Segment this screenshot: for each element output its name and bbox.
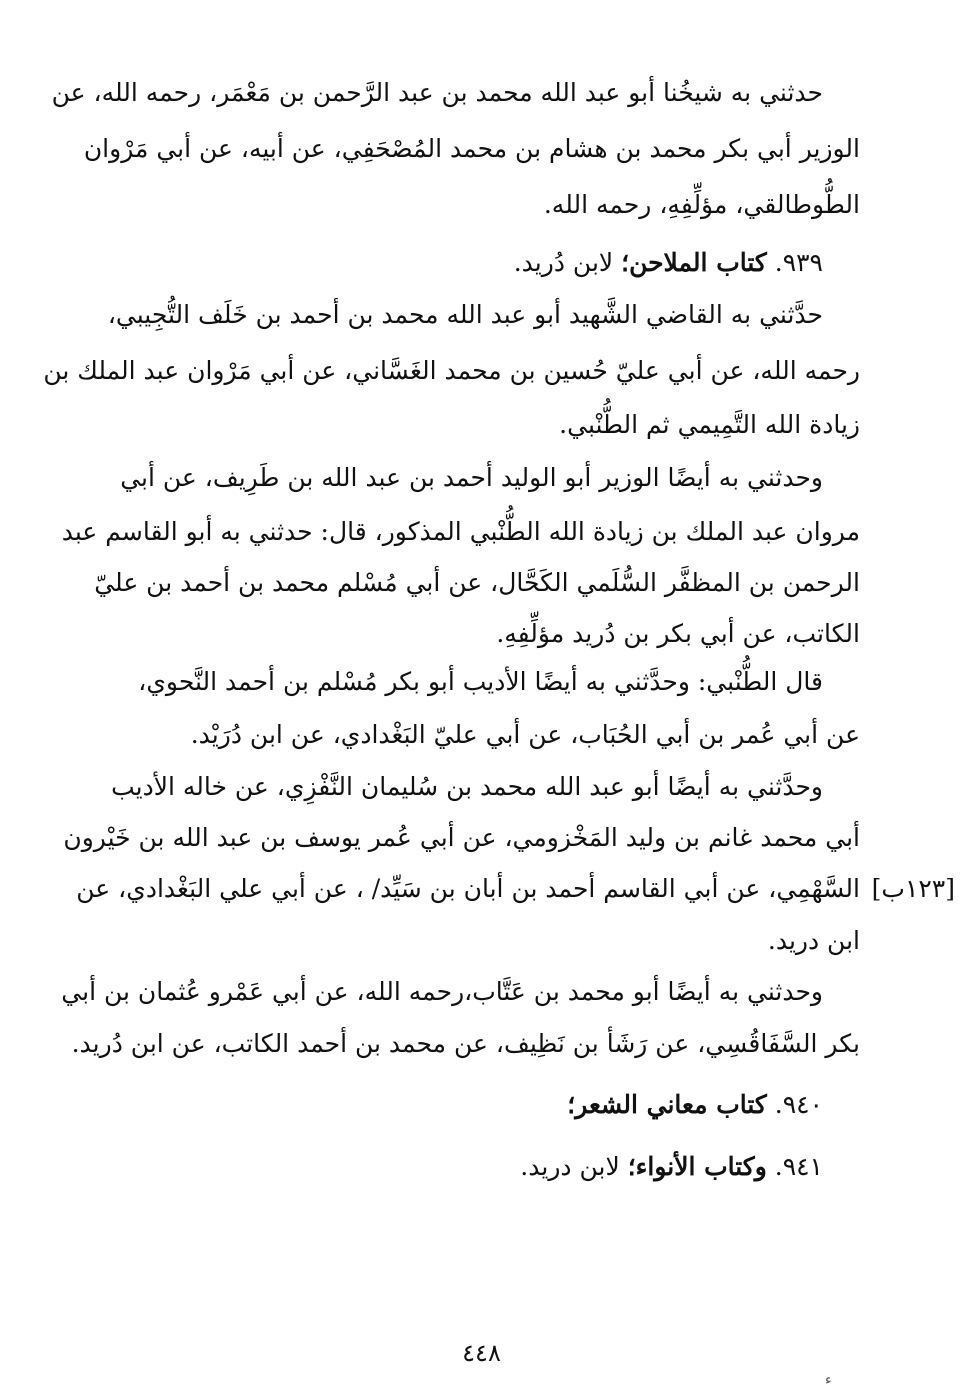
entry-title: كتاب معاني الشعر؛ <box>567 1090 767 1119</box>
text-line: مروان عبد الملك بن زيادة الله الطُّنْبي المذكور، قال: حدثني به أبو القاسم عبد <box>61 517 860 546</box>
text-line: وحدثني به أيضًا أبو محمد بن عَتَّاب،رحمه الله، عن أبي عَمْرو عُثمان بن أبي <box>61 977 823 1006</box>
text-line: وحدَّثني به أيضًا أبو عبد الله محمد بن سُليمان النَّفْزِي، عن خاله الأديب <box>111 772 823 801</box>
entry-title: كتاب الملاحن؛ <box>621 248 767 277</box>
text-line: وحدثني به أيضًا الوزير أبو الوليد أحمد بن عبد الله بن طَرِيف، عن أبي <box>120 463 823 492</box>
text-line: بكر السَّفَاقُسِي، عن رَشَأ بن نَظِيف، عن محمد بن أحمد الكاتب، عن ابن دُريد. <box>71 1029 860 1058</box>
catalog-entry-939 <box>514 246 823 280</box>
text-line: الكاتب، عن أبي بكر بن دُريد مؤلِّفِهِ. <box>496 619 860 648</box>
text-line: قال الطُّنْبي: وحدَّثني به أيضًا الأديب أبو بكر مُسْلم بن أحمد النَّحوي، <box>138 667 823 696</box>
catalog-entry-940 <box>567 1088 823 1122</box>
text-line: السَّهْمِي، عن أبي القاسم أحمد بن أبان بن سَيِّد/ ، عن أبي علي البَغْدادي، عن <box>76 874 860 903</box>
entry-author: لابن دُريد. <box>513 248 614 277</box>
text-line: رحمه الله، عن أبي عليّ حُسين بن محمد الغَسَّاني، عن أبي مَرْوان عبد الملك بن <box>43 356 860 385</box>
text-line: ابن دريد. <box>767 926 860 955</box>
text-line: أبي محمد غانم بن وليد المَخْزومي، عن أبي عُمر يوسف بن عبد الله بن خَيْرون <box>63 823 860 852</box>
manuscript-folio-ref: [١٢٣ب] <box>871 874 955 903</box>
entry-number: ٩٤١. <box>774 1152 823 1181</box>
text-line: حدَّثني به القاضي الشَّهيد أبو عبد الله محمد بن أحمد بن خَلَف التُّجِيبي، <box>107 300 823 329</box>
text-line: الوزير أبي بكر محمد بن هشام بن محمد المُصْحَفِي، عن أبيه، عن أبي مَرْوان <box>83 134 860 163</box>
page-number: ٤٤٨ <box>462 1339 501 1367</box>
entry-title: وكتاب الأنواء؛ <box>627 1152 767 1181</box>
entry-number: ٩٣٩. <box>774 248 823 277</box>
entry-author: لابن دريد. <box>520 1152 620 1181</box>
catalog-entry-941 <box>520 1150 823 1184</box>
text-line: عن أبي عُمر بن أبي الحُبَاب، عن أبي عليّ البَغْدادي، عن ابن دُرَيْد. <box>190 720 860 749</box>
text-line: الطُّوطالقي، مؤلِّفِهِ، رحمه الله. <box>543 190 860 219</box>
text-line: حدثني به شيخُنا أبو عبد الله محمد بن عبد الرَّحمن بن مَعْمَر، رحمه الله، عن <box>51 78 823 107</box>
scan-mark: ﺀ <box>825 1372 832 1388</box>
text-line: زيادة الله التَّمِيمي ثم الطُّنْبي. <box>559 410 860 439</box>
text-line: الرحمن بن المظفَّر السُّلَمي الكَحَّال، عن أبي مُسْلم محمد بن أحمد بن عليّ <box>94 568 860 597</box>
entry-number: ٩٤٠. <box>774 1090 823 1119</box>
